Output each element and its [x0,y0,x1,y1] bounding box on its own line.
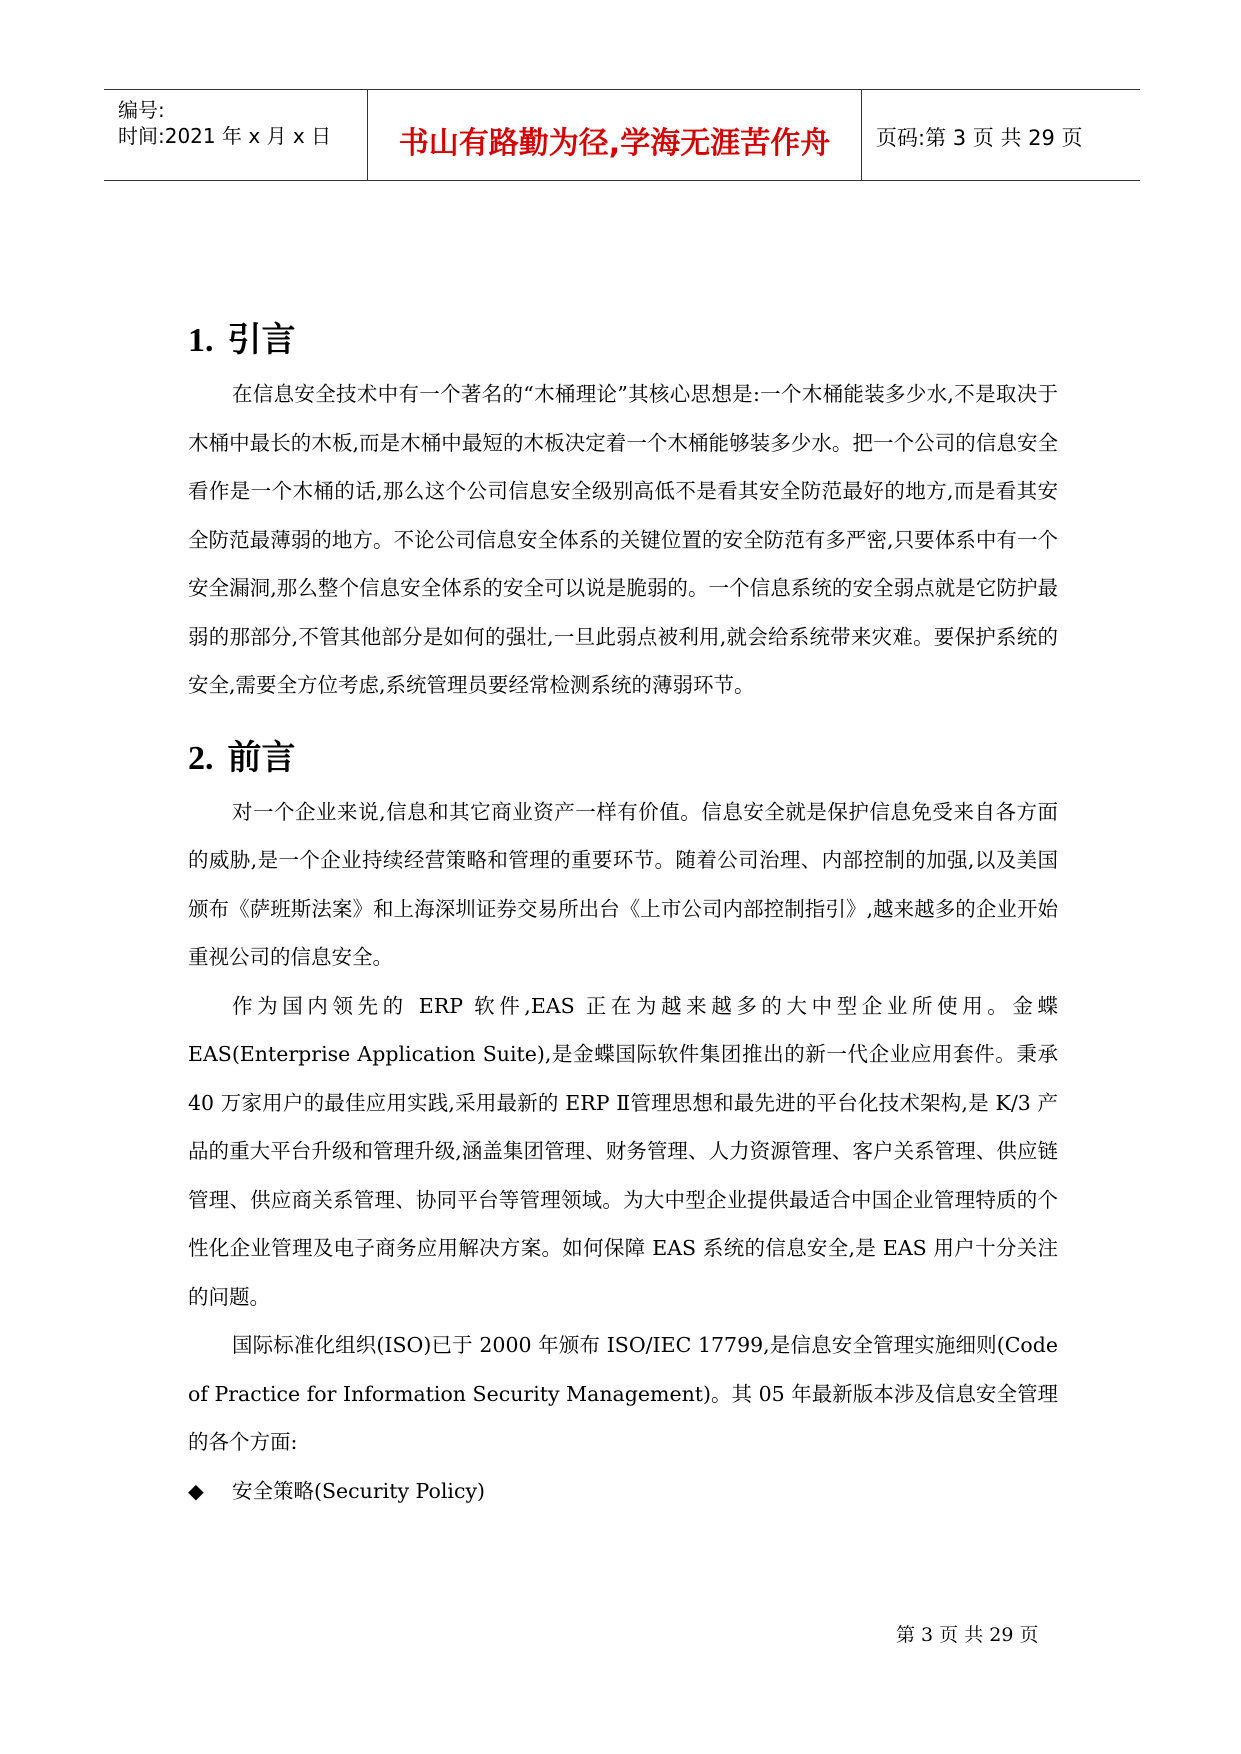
header-meta [104,90,368,180]
document-body [188,310,1058,1515]
header-motto: 书山有路勤为径,学海无涯苦作舟 [398,126,831,161]
document-number-label: 编号: [118,98,165,122]
diamond-bullet-icon: ◆ [188,1478,204,1503]
header-page-info: 页码:第 3 页 共 29 页 [876,126,1083,150]
list-item [188,1467,1058,1516]
section-preface [188,728,1058,1516]
section-introduction [188,310,1058,710]
document-time-label: 时间:2021 年 x 月 x 日 [118,124,332,148]
header-motto-cell [368,90,862,180]
paragraph: 作为国内领先的 ERP 软件,EAS 正在为越来越多的大中型企业所使用。金蝶 EAS(Enterprise Application Suite),是金蝶国际软件集团推出的新一代企业应用套件。秉承 40 万家用户的最佳应用实践,采用最新的 ERP Ⅱ管理思想和最先进的平台化技术架构,是 K/3 产品的重大平台升级和管理升级,涵盖集团管理、财务管理、人力资源管理、客户关系管理、供应链管理、供应商关系管理、协同平台等管理领域。为大中型企业提供最适合中国企业管理特质的个性化企业管理及电子商务应用解决方案。如何保障 EAS 系统的信息安全,是 EAS 用户十分关注的问题。 [188,993,1058,1309]
paragraph: 国际标准化组织(ISO)已于 2000 年颁布 ISO/IEC 17799,是信息安全管理实施细则(Code of Practice for Information Security Management)。其 05 年最新版本涉及信息安全管理的各个方面: [188,1333,1058,1454]
section-heading: 2. 前言 [188,737,296,778]
section-heading: 1. 引言 [188,320,296,360]
page-footer: 第 3 页 共 29 页 [896,1624,1039,1646]
paragraph: 对一个企业来说,信息和其它商业资产一样有价值。信息安全就是保护信息免受来自各方面的威胁,是一个企业持续经营策略和管理的重要环节。随着公司治理、内部控制的加强,以及美国颁布《萨班斯法案》和上海深圳证券交易所出台《上市公司内部控制指引》,越来越多的企业开始重视公司的信息安全。 [188,799,1058,969]
list-item-label: 安全策略(Security Policy) [232,1478,486,1503]
page-header [104,89,1140,181]
paragraph: 在信息安全技术中有一个著名的“木桶理论”其核心思想是:一个木桶能装多少水,不是取决于木桶中最长的木板,而是木桶中最短的木板决定着一个木桶能够装多少水。把一个公司的信息安全看作是一个木桶的话,那么这个公司信息安全级别高低不是看其安全防范最好的地方,而是看其安全防范最薄弱的地方。不论公司信息安全体系的关键位置的安全防范有多严密,只要体系中有一个安全漏洞,那么整个信息安全体系的安全可以说是脆弱的。一个信息系统的安全弱点就是它防护最弱的那部分,不管其他部分是如何的强壮,一旦此弱点被利用,就会给系统带来灾难。要保护系统的安全,需要全方位考虑,系统管理员要经常检测系统的薄弱环节。 [188,382,1058,697]
header-page-cell [862,90,1140,180]
